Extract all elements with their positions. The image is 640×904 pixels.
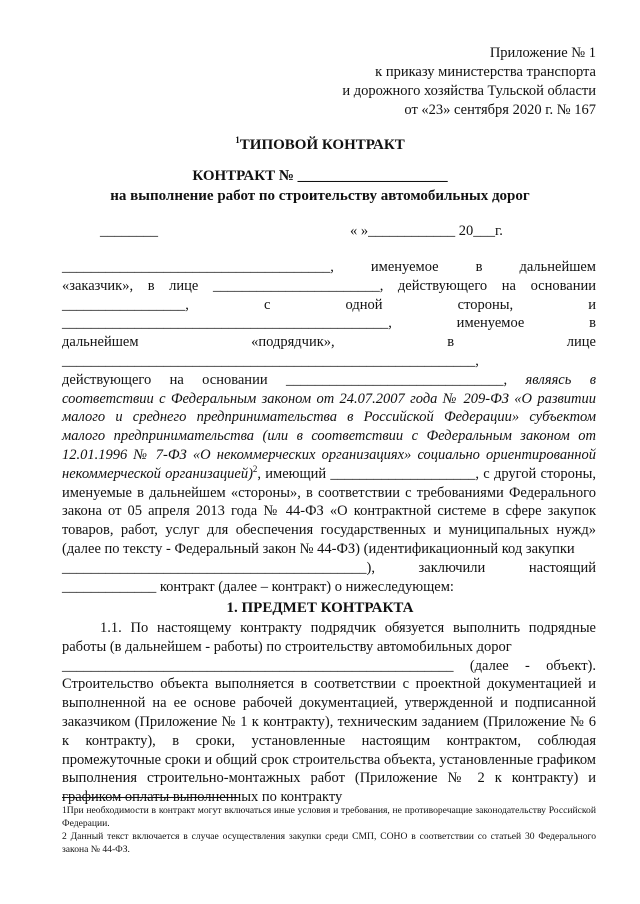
footnote-2: 2 Данный текст включается в случае осуществления закупки среди СМП, СОНО в соответствии со статьей 30 Федерального закона № 44-ФЗ. <box>62 831 596 855</box>
clause-1-1-object-line: ______________________________________________________ (далее - объект). <box>62 657 596 674</box>
preamble-smp-text: соответствии с Федеральным законом от 24.07.2007 года № 209-ФЗ «О развитии малого и среднего предпринимательства в Российской Федерации» субъектом малого предпринимательства (или в соответствии с Федеральным законом от 12.01.1996 № 7-ФЗ «О некоммерческих организациях» социально ориентированной некоммерческой организацией) <box>62 390 596 482</box>
document-title <box>0 137 640 154</box>
section-1-body <box>62 619 596 807</box>
preamble-line: _________________________________________________________, <box>62 352 479 369</box>
preamble-line <box>62 371 596 390</box>
appendix-line-4: от «23» сентября 2020 г. № 167 <box>404 102 596 118</box>
preamble-line: _____________________________________________, именуемое в <box>62 315 596 332</box>
place-blank: ________ <box>100 223 158 239</box>
contract-subject: на выполнение работ по строительству автомобильных дорог <box>110 188 530 204</box>
preamble-line: _________________, с одной стороны, и <box>62 296 596 313</box>
preamble <box>62 258 596 596</box>
footnote-1: 1При необходимости в контракт могут включаться иные условия и требования, не противоречащие законодательству Российской Федерации. <box>62 805 596 829</box>
preamble-line: __________________________________________), заключили настоящий <box>62 559 596 576</box>
preamble-line: дальнейшем «подрядчик», в лице <box>62 334 596 351</box>
preamble-paragraph <box>62 390 596 559</box>
appendix-line-1: Приложение № 1 <box>489 45 596 61</box>
preamble-rest: стороны, именуемые в дальнейшем «стороны», в соответствии с требованиями Федерального закона от 05 апреля 2013 года № 44-ФЗ «О контрактной системе в сфере закупок товаров, работ, услуг для обеспечения государственных и муниципальных нужд» (далее по тексту - Федеральный закон № 44-ФЗ) (идентификационный код закупки <box>62 465 596 557</box>
clause-1-1-continuation: Строительство объекта выполняется в соответствии с проектной документацией и выполненной на ее основе рабочей документацией, утвержденной и подписанной заказчиком (Приложение № 1 к контракту), техническим заданием (Приложение № 6 к контракту), в сроки, установленные настоящим контрактом, соблюдая промежуточные сроки и общий срок строительства объекта, установленные графиком выполнения строительно-монтажных работ (Приложение № 2 к контракту) и графиком оплаты выполненных по контракту <box>62 676 596 806</box>
preamble-line: «заказчик», в лице _______________________, действующего на основании <box>62 277 596 294</box>
date-blank: « »____________ 20___г. <box>350 223 503 239</box>
footnote-ref-2: 2 <box>252 463 258 474</box>
section-1-heading: 1. ПРЕДМЕТ КОНТРАКТА <box>226 600 414 616</box>
appendix-header <box>342 44 596 120</box>
clause-1-1: 1.1. По настоящему контракту подрядчик обязуется выполнить подрядные работы (в дальнейшем - работы) по строительству автомобильных дорог <box>62 620 596 655</box>
title-text: ТИПОВОЙ КОНТРАКТ <box>239 137 405 153</box>
contract-number: КОНТРАКТ № ____________________ <box>192 168 448 184</box>
appendix-line-2: к приказу министерства транспорта <box>375 64 596 80</box>
title-footnote-ref: 1 <box>235 135 240 145</box>
preamble-smp-intro: являясь в <box>525 371 597 388</box>
preamble-line: _____________________________________, именуемое в дальнейшем <box>62 259 596 275</box>
footnote-separator <box>62 797 238 798</box>
preamble-basis: действующего на основании ______________________________, <box>62 371 508 388</box>
preamble-having: , имеющий ____________________, с другой <box>257 465 537 482</box>
preamble-line: _____________ контракт (далее – контракт) о нижеследующем: <box>62 578 454 595</box>
appendix-line-3: и дорожного хозяйства Тульской области <box>342 83 596 99</box>
